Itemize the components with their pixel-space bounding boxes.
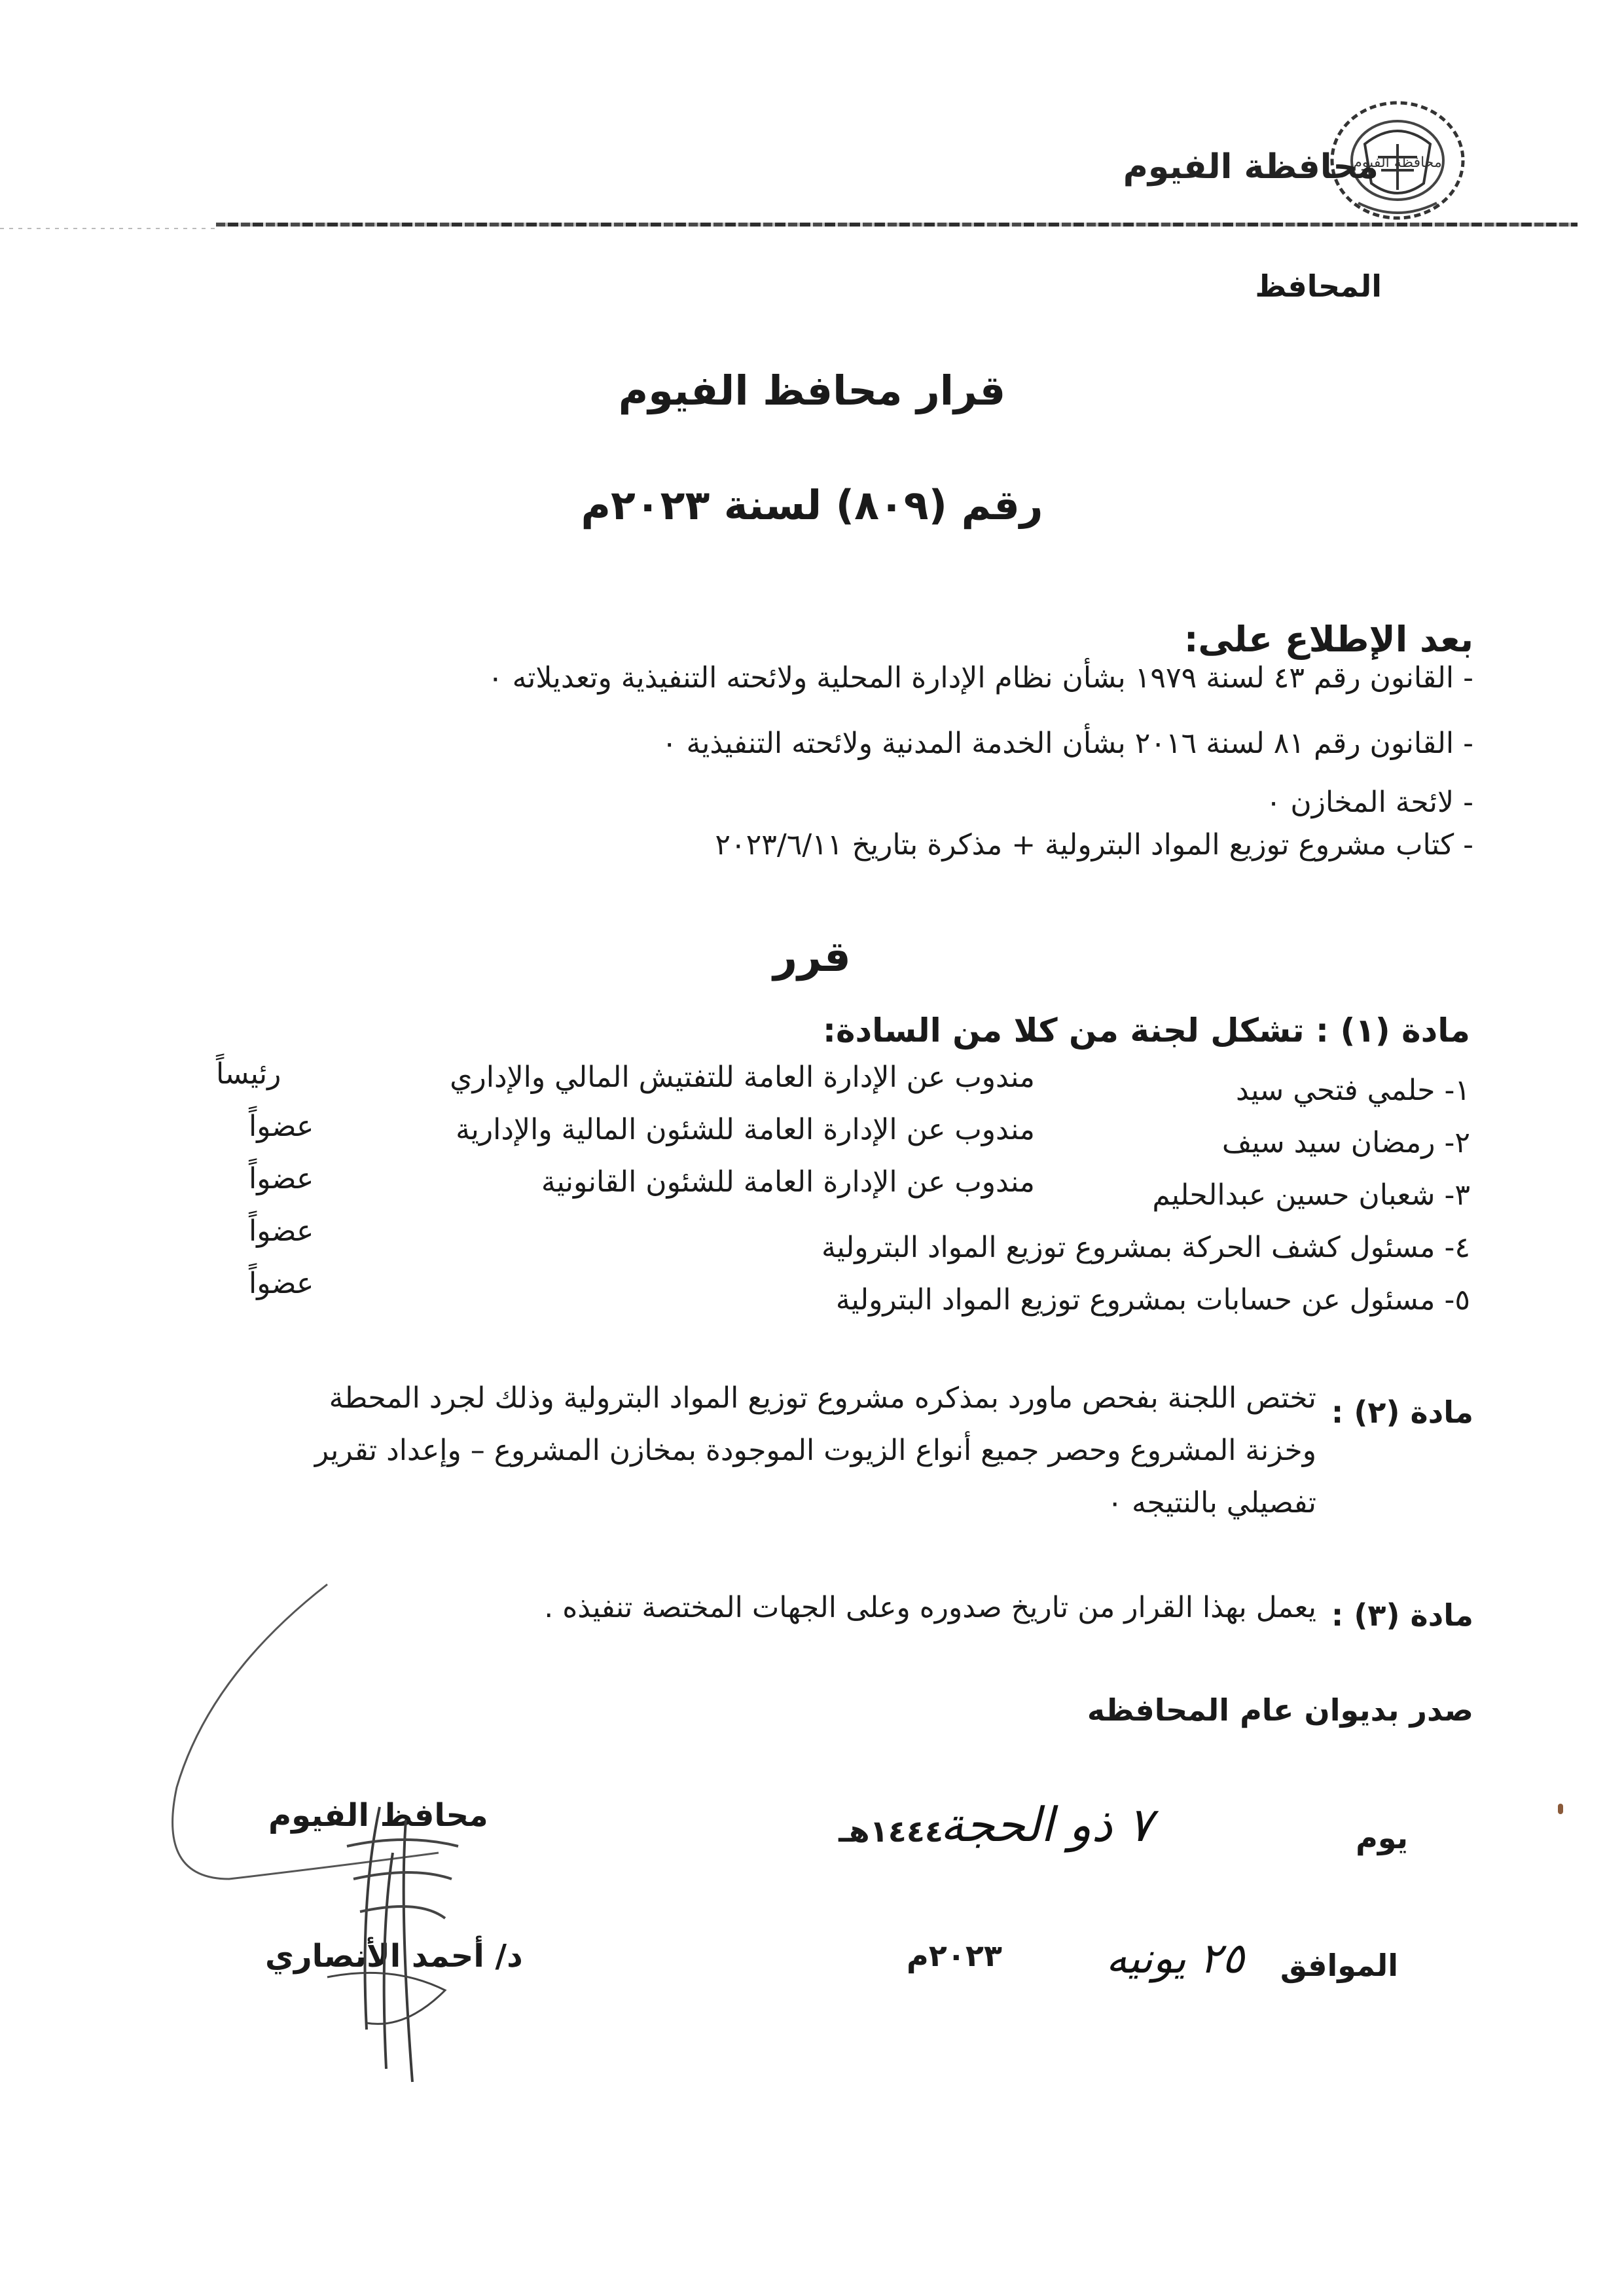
decision-heading: قرر xyxy=(773,933,851,981)
member-role: مندوب عن الإدارة العامة للشئون القانونية xyxy=(541,1165,1035,1199)
member-name: ٢- رمضان سيد سيف xyxy=(1221,1126,1470,1159)
member-name: ٣- شعبان حسين عبدالحليم xyxy=(1152,1178,1470,1212)
decision-number: رقم (٨٠٩) لسنة ٢٠٢٣م xyxy=(581,481,1043,529)
article2-line: تفصيلي بالنتيجه ٠ xyxy=(1107,1486,1316,1520)
member-position: عضواً xyxy=(249,1162,314,1195)
member-position: عضواً xyxy=(249,1267,314,1300)
decision-title: قرار محافظ الفيوم xyxy=(618,367,1006,414)
svg-text:محافظة الفيوم: محافظة الفيوم xyxy=(1353,155,1442,171)
preamble-item: - القانون رقم ٨١ لسنة ٢٠١٦ بشأن الخدمة المدنية ولائحته التنفيذية ٠ xyxy=(661,727,1473,760)
member-name: ٥- مسئول عن حسابات بمشروع توزيع المواد البترولية xyxy=(835,1283,1470,1317)
article3-text: يعمل بهذا القرار من تاريخ صدوره وعلى الجهات المختصة تنفيذه . xyxy=(544,1591,1316,1624)
article2-line: تختص اللجنة بفحص ماورد بمذكره مشروع توزيع المواد البترولية وذلك لجرد المحطة xyxy=(329,1381,1316,1415)
article2-line: وخزنة المشروع وحصر جميع أنواع الزيوت الموجودة بمخازن المشروع – وإعداد تقرير xyxy=(314,1434,1316,1467)
header-office: المحافظ xyxy=(1255,268,1382,304)
member-name: ١- حلمي فتحي سيد xyxy=(1236,1074,1470,1107)
handwritten-signature xyxy=(131,1571,524,2095)
gregorian-date-prefix: الموافق xyxy=(1280,1948,1398,1983)
member-name: ٤- مسئول كشف الحركة بمشروع توزيع المواد البترولية xyxy=(821,1231,1470,1264)
member-role: مندوب عن الإدارة العامة للتفتيش المالي والإداري xyxy=(450,1061,1035,1094)
preamble-item: - كتاب مشروع توزيع المواد البترولية + مذكرة بتاريخ ٢٠٢٣/٦/١١ xyxy=(715,828,1473,862)
preamble-heading: بعد الإطلاع على: xyxy=(1183,619,1473,660)
member-position: عضواً xyxy=(249,1110,314,1143)
issued-statement: صدر بديوان عام المحافظه xyxy=(1087,1692,1473,1728)
member-role: مندوب عن الإدارة العامة للشئون المالية والإدارية xyxy=(456,1113,1035,1146)
gregorian-date-handwritten: ٢٥ يونيه xyxy=(1106,1935,1244,1983)
hijri-date-handwritten: ٧ ذو الحجة xyxy=(940,1797,1153,1852)
governor-name: د/ أحمد الأنصاري xyxy=(265,1938,523,1975)
hijri-date-prefix: يوم xyxy=(1356,1820,1408,1855)
article1-heading: مادة (١) : تشكل لجنة من كلا من السادة: xyxy=(823,1011,1470,1049)
margin-mark xyxy=(1558,1804,1563,1814)
governor-title: محافظ الفيوم xyxy=(268,1797,488,1834)
preamble-item: - القانون رقم ٤٣ لسنة ١٩٧٩ بشأن نظام الإدارة المحلية ولائحته التنفيذية وتعديلاته ٠ xyxy=(487,661,1473,695)
article3-label: مادة (٣) : xyxy=(1331,1597,1473,1633)
article2-label: مادة (٢) : xyxy=(1331,1394,1473,1430)
member-position: رئيساً xyxy=(216,1057,281,1091)
hijri-date-year: ١٤٤٤هـ xyxy=(839,1813,943,1849)
header-governorate: محافظة الفيوم xyxy=(1123,147,1379,187)
header-divider-faint xyxy=(0,228,216,229)
member-position: عضواً xyxy=(249,1214,314,1248)
preamble-item: - لائحة المخازن ٠ xyxy=(1265,786,1473,819)
gregorian-date-year: ٢٠٢٣م xyxy=(906,1938,1002,1973)
header-divider xyxy=(216,223,1578,227)
